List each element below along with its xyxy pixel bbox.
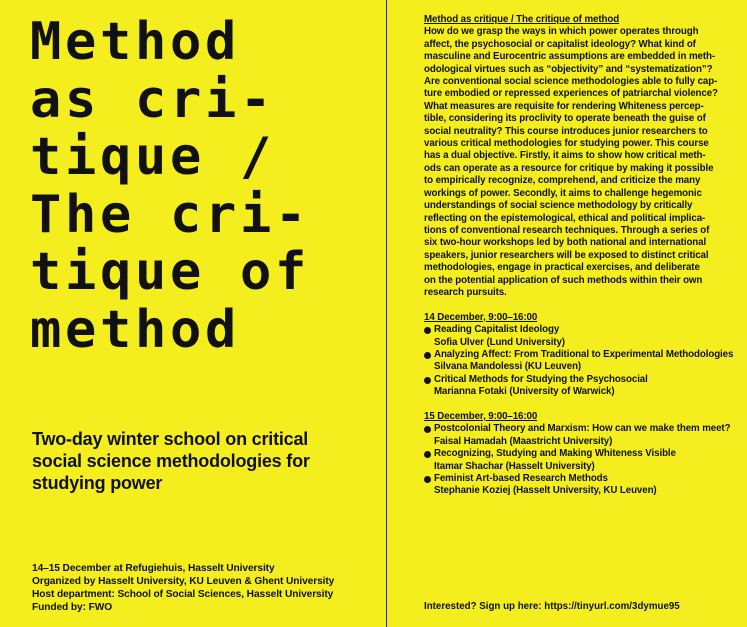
- session-item: [424, 374, 742, 399]
- event-date-location: 14–15 December at Refugiehuis, Hasselt University: [32, 563, 275, 574]
- description-line: to empirically recognize, comprehend, and criticize the many: [424, 175, 701, 187]
- description-line: workings of power. Secondly, it aims to challenge hegemonic: [424, 187, 702, 199]
- event-host: Host department: School of Social Sciences, Hasselt University: [32, 589, 334, 600]
- title-line: tique of: [30, 242, 311, 302]
- description-heading: Method as critique / The critique of method: [424, 14, 620, 25]
- description-line: Are conventional social science methodologies able to fully cap-: [424, 76, 718, 88]
- session-item: [424, 324, 742, 349]
- session-title: Critical Methods for Studying the Psychosocial: [434, 373, 648, 385]
- session-title: Reading Capitalist Ideology: [434, 324, 560, 336]
- bullet-icon: [424, 476, 431, 483]
- poster-right-column: [424, 14, 742, 498]
- day-schedule: [424, 312, 742, 399]
- subtitle-line: Two-day winter school on critical: [32, 429, 309, 449]
- column-divider: [386, 0, 387, 627]
- event-organizers: Organized by Hasselt University, KU Leuven & Ghent University: [32, 576, 335, 587]
- session-title: Feminist Art-based Research Methods: [434, 473, 608, 484]
- title-line: The cri-: [30, 184, 311, 245]
- description-line: How do we grasp the ways in which power operates through: [424, 26, 699, 38]
- description-body: [424, 26, 742, 299]
- session-item: [424, 423, 742, 448]
- description-line: social neutrality? This course introduces junior researchers to: [424, 125, 708, 137]
- bullet-icon: [424, 451, 431, 458]
- session-title: Recognizing, Studying and Making Whiteness Visible: [434, 448, 676, 460]
- signup-link[interactable]: Interested? Sign up here: https://tinyurl.com/3dymue95: [424, 601, 680, 612]
- session-item: [424, 349, 742, 374]
- day-schedule: [424, 411, 742, 498]
- title-line: tique /: [30, 127, 276, 187]
- spacer: [424, 399, 742, 411]
- description-line: research pursuits.: [424, 286, 507, 298]
- title-line: as cri-: [30, 69, 276, 130]
- description-line: ods can operate as a resource for critique by making it possible: [424, 162, 714, 174]
- description-line: odological virtues such as “objectivity” and “systematization”?: [424, 63, 713, 75]
- description-line: methodologies, engage in practical exercises, and deliberate: [424, 262, 700, 274]
- poster-title: [30, 14, 375, 359]
- title-line: Method: [30, 12, 241, 72]
- session-speaker: Sofia Ulver (Lund University): [434, 336, 565, 348]
- session-title: Analyzing Affect: From Traditional to Experimental Methodologies: [434, 348, 734, 360]
- description-line: understandings of social science methodology by critically: [424, 200, 693, 212]
- description-line: tible, considering its proclivity to operate beneath the guise of: [424, 113, 706, 125]
- description-line: reflecting on the epistemological, ethical and political implica-: [424, 212, 706, 224]
- event-funding: Funded by: FWO: [32, 602, 113, 613]
- poster-left-column: [30, 14, 375, 614]
- day-heading: 15 December, 9:00–16:00: [424, 410, 538, 422]
- subtitle-line: social science methodologies for: [32, 451, 310, 471]
- bullet-icon: [424, 352, 431, 359]
- poster-subtitle: [32, 428, 377, 494]
- description-line: six two-hour workshops led by both national and international: [424, 237, 707, 249]
- description-line: various critical methodologies for studying power. This course: [424, 138, 709, 150]
- bullet-icon: [424, 377, 431, 384]
- description-line: masculine and Eurocentric assumptions are embedded in meth-: [424, 51, 716, 63]
- day-heading: 14 December, 9:00–16:00: [424, 311, 538, 323]
- title-line: method: [30, 299, 241, 360]
- description-line: on the potential application of such methods within their own: [424, 274, 703, 286]
- event-info: [32, 562, 377, 614]
- bullet-icon: [424, 426, 431, 433]
- session-speaker: Silvana Mandolessi (KU Leuven): [434, 361, 582, 373]
- session-item: [424, 473, 742, 498]
- session-item: [424, 448, 742, 473]
- description-line: has a dual objective. Firstly, it aims to show how critical meth-: [424, 150, 706, 162]
- session-title: Postcolonial Theory and Marxism: How can we make them meet?: [434, 423, 731, 435]
- description-line: What measures are requisite for rendering Whiteness percep-: [424, 100, 704, 112]
- description-line: ture embodied or repressed experiences of patriarchal violence?: [424, 88, 718, 100]
- description-line: affect, the psychosocial or capitalist ideology? What kind of: [424, 38, 696, 50]
- description-line: speakers, junior researchers will be exposed to distinct critical: [424, 249, 709, 261]
- session-speaker: Marianna Fotaki (University of Warwick): [434, 386, 615, 398]
- session-speaker: Itamar Shachar (Hasselt University): [434, 460, 595, 472]
- session-speaker: Faisal Hamadah (Maastricht University): [434, 435, 613, 447]
- subtitle-line: studying power: [32, 473, 163, 493]
- spacer: [424, 299, 742, 311]
- description-line: tions of conventional research techniques. Through a series of: [424, 224, 710, 236]
- bullet-icon: [424, 327, 431, 334]
- session-speaker: Stephanie Koziej (Hasselt University, KU Leuven): [434, 485, 657, 497]
